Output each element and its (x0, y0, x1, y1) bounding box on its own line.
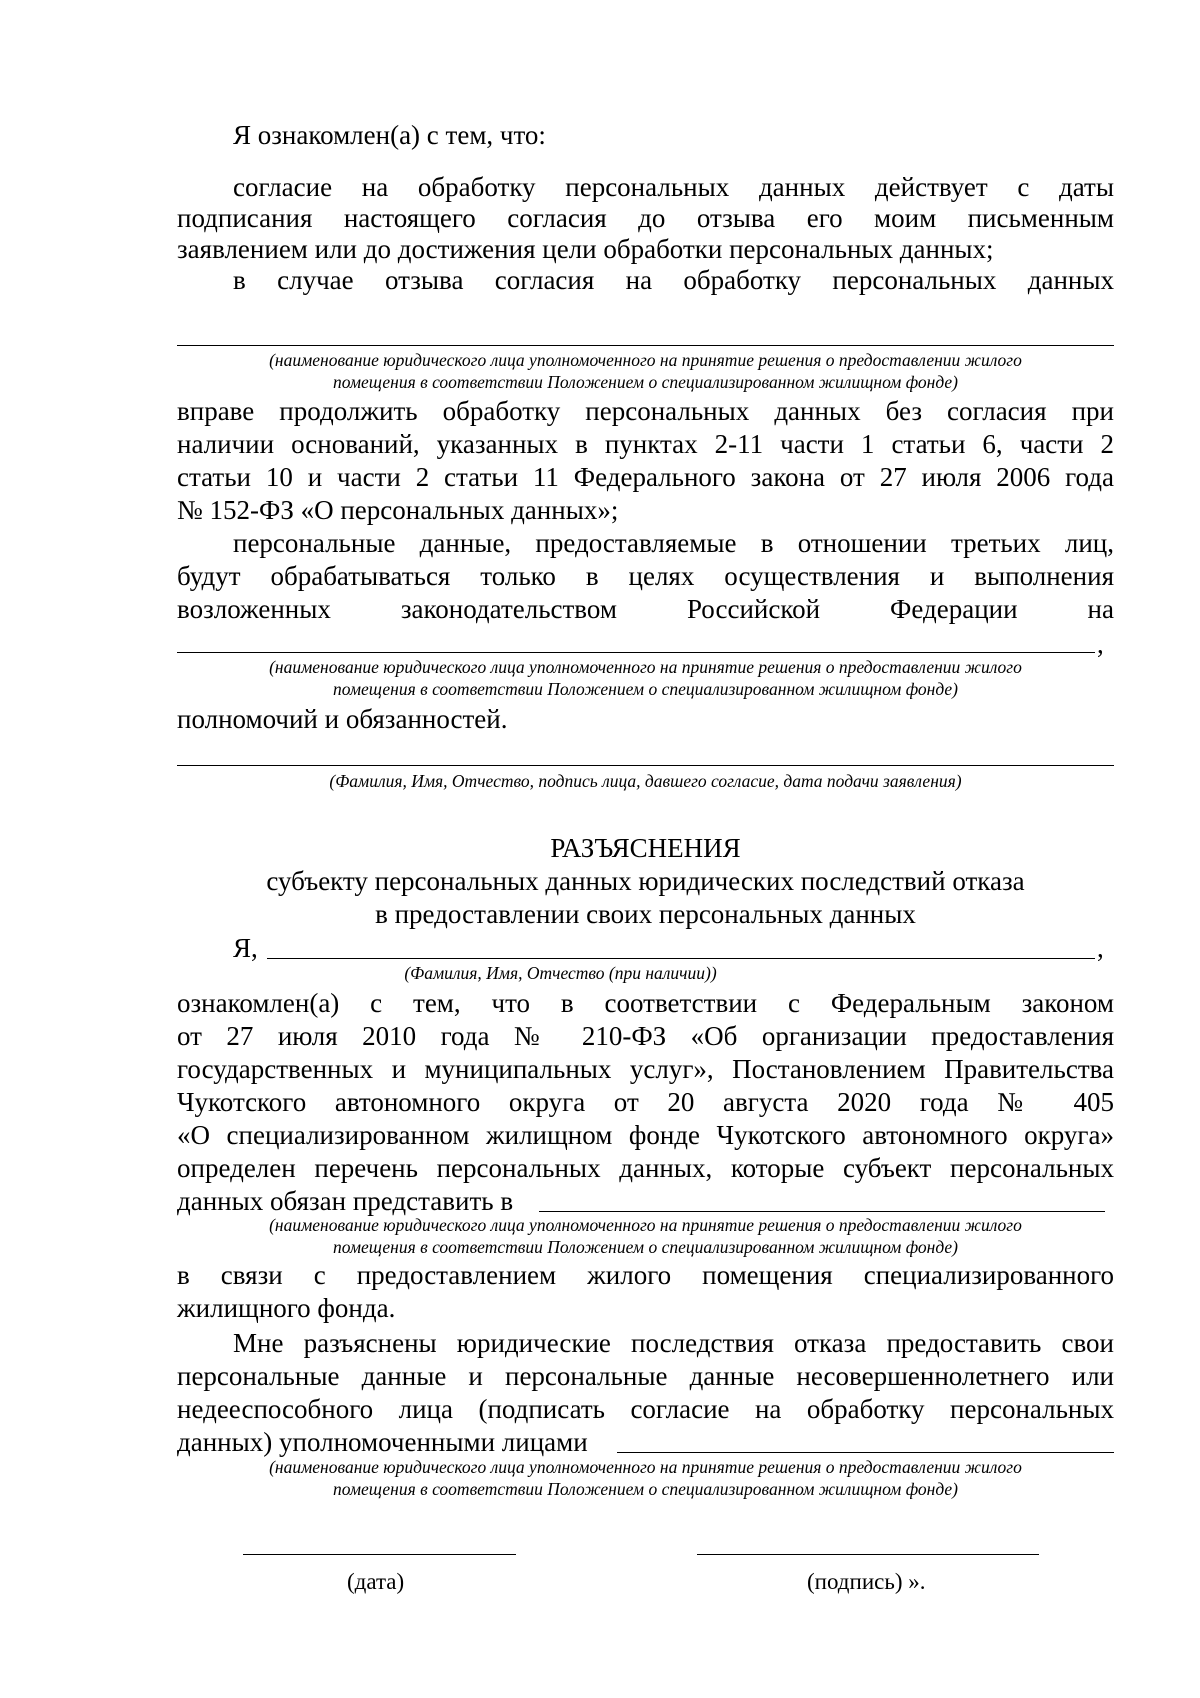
signature-label: (подпись) ». (807, 1569, 926, 1594)
p8-line-3: недееспособного лица (подписать согласие на обработку персональных (177, 1394, 1114, 1424)
p1-line-1: согласие на обработку персональных данных действует с даты (233, 172, 1114, 202)
p4-comma: , (1097, 629, 1104, 659)
fio-blank-line[interactable] (267, 958, 1095, 959)
ya-comma: , (1097, 933, 1104, 963)
org-blank-line-3[interactable] (539, 1211, 1105, 1212)
org-blank-line-1[interactable] (177, 345, 1114, 346)
caption-org-2: (наименование юридического лица уполномоченного на принятие решения о предоставлении жилого помещения в соответствии Положением о специализированном жилищном фонде) (269, 657, 1022, 699)
p3-line-1: вправе продолжить обработку персональных данных без согласия при (177, 396, 1114, 426)
date-label: (дата) (347, 1569, 405, 1594)
subheading-line-1: субъекту персональных данных юридических последствий отказа (266, 866, 1025, 896)
org-blank-line-4[interactable] (617, 1452, 1114, 1453)
p6-line-6: определен перечень персональных данных, которые субъект персональных (177, 1153, 1114, 1183)
subheading-line-2: в предоставлении своих персональных данных (375, 899, 916, 929)
caption-fio: (Фамилия, Имя, Отчество (при наличии)) (404, 963, 717, 983)
fio-sign-blank-line[interactable] (177, 765, 1114, 766)
heading: РАЗЪЯСНЕНИЯ (550, 833, 741, 863)
p3-line-4: № 152-ФЗ «О персональных данных»; (177, 495, 619, 525)
p4-line-1: персональные данные, предоставляемые в отношении третьих лиц, (233, 528, 1114, 558)
p6-line-4: Чукотского автономного округа от 20 августа 2020 года № 405 (177, 1087, 1114, 1117)
p3-line-2: наличии оснований, указанных в пунктах 2-11 части 1 статьи 6, части 2 (177, 429, 1114, 459)
caption-org-3: (наименование юридического лица уполномоченного на принятие решения о предоставлении жилого помещения в соответствии Положением о специализированном жилищном фонде) (269, 1215, 1022, 1257)
p6-line-5: «О специализированном жилищном фонде Чукотского автономного округа» (177, 1120, 1114, 1150)
caption-org-1: (наименование юридического лица уполномоченного на принятие решения о предоставлении жилого помещения в соответствии Положением о специализированном жилищном фонде) (269, 350, 1022, 392)
caption-fio-sign: (Фамилия, Имя, Отчество, подпись лица, давшего согласие, дата подачи заявления) (329, 771, 962, 791)
p3-line-3: статьи 10 и части 2 статьи 11 Федерального закона от 27 июля 2006 года (177, 462, 1114, 492)
p4-line-2: будут обрабатываться только в целях осуществления и выполнения (177, 561, 1114, 591)
p7-line-2: жилищного фонда. (177, 1293, 396, 1323)
p8-line-1: Мне разъяснены юридические последствия отказа предоставить свои (233, 1328, 1114, 1358)
p6-line-7: данных обязан представить в (177, 1186, 514, 1216)
intro-line: Я ознакомлен(а) с тем, что: (233, 120, 546, 150)
p6-line-2: от 27 июля 2010 года № 210-ФЗ «Об организации предоставления (177, 1021, 1114, 1051)
date-blank-line[interactable] (243, 1554, 516, 1555)
p1-line-3: заявлением или до достижения цели обработки персональных данных; (177, 234, 994, 264)
p8-line-4: данных) уполномоченными лицами (177, 1427, 588, 1457)
p7-line-1: в связи с предоставлением жилого помещения специализированного (177, 1260, 1114, 1290)
p2-line-1: в случае отзыва согласия на обработку персональных данных (233, 265, 1114, 295)
ya-label: Я, (233, 933, 258, 963)
caption-org-4: (наименование юридического лица уполномоченного на принятие решения о предоставлении жилого помещения в соответствии Положением о специализированном жилищном фонде) (269, 1457, 1022, 1499)
p6-line-1: ознакомлен(а) с тем, что в соответствии с Федеральным законом (177, 988, 1114, 1018)
p4-line-3: возложенных законодательством Российской Федерации на (177, 594, 1114, 624)
p8-line-2: персональные данные и персональные данные несовершеннолетнего или (177, 1361, 1114, 1391)
org-blank-line-2[interactable] (177, 652, 1095, 653)
p6-line-3: государственных и муниципальных услуг», Постановлением Правительства (177, 1054, 1114, 1084)
p1-line-2: подписания настоящего согласия до отзыва его моим письменным (177, 203, 1114, 233)
signature-blank-line[interactable] (697, 1554, 1039, 1555)
p5-line: полномочий и обязанностей. (177, 704, 508, 734)
